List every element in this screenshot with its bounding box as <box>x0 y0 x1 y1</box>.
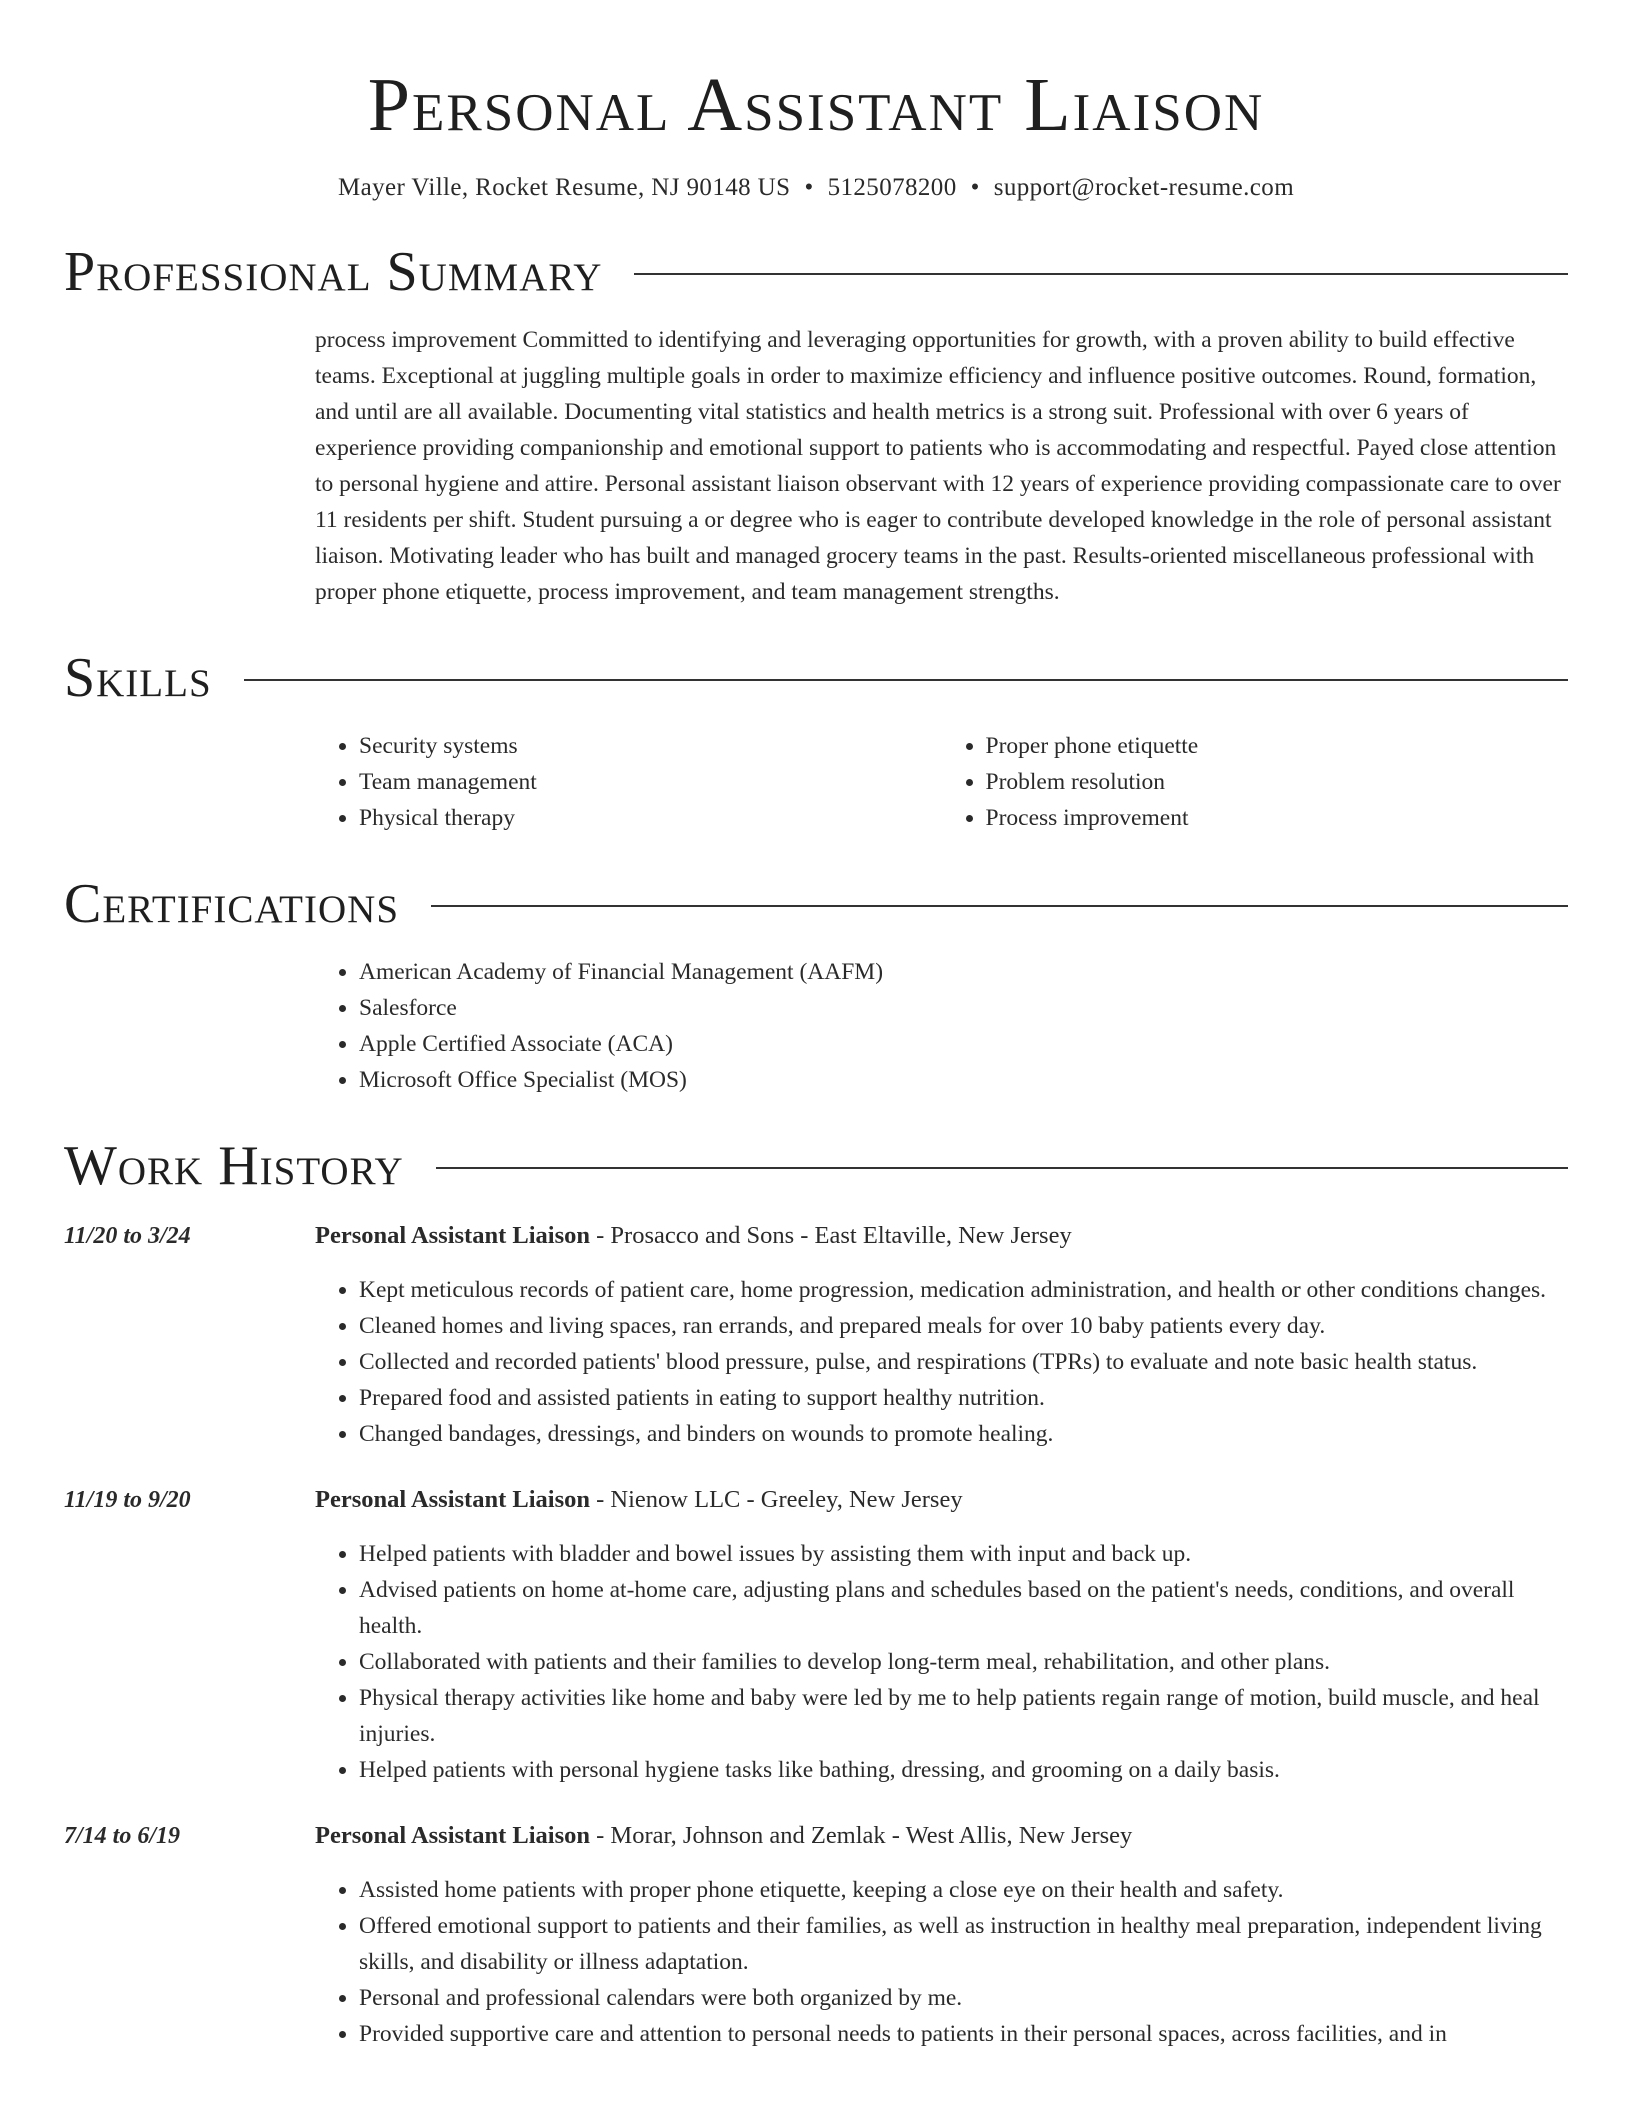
section-divider <box>634 273 1568 275</box>
skills-header <box>64 646 1568 710</box>
certification-item: • Salesforce <box>359 990 1568 1026</box>
job-bullet: • Offered emotional support to patients and their families, as well as instruction in healthy meal preparation, independent living skills, and disability or illness adaptation. <box>359 1908 1568 1980</box>
skill-item: • Process improvement <box>986 800 1569 836</box>
certifications-heading: Certifications <box>64 873 400 935</box>
job-bullet: • Physical therapy activities like home and baby were led by me to help patients regain range of motion, build muscle, and heal injuries. <box>359 1680 1568 1752</box>
section-divider <box>431 905 1568 907</box>
job-title: Personal Assistant Liaison <box>315 1222 590 1249</box>
job-heading <box>315 1482 1568 1518</box>
job-dates: 11/20 to 3/24 <box>64 1223 191 1249</box>
job-details <box>315 1482 1568 1788</box>
summary-header <box>64 240 1568 304</box>
skill-item: • Security systems <box>359 728 942 764</box>
certification-item: • Microsoft Office Specialist (MOS) <box>359 1062 1568 1098</box>
contact-phone: 5125078200 <box>827 174 957 201</box>
job-dates: 11/19 to 9/20 <box>64 1487 191 1513</box>
job-details <box>315 1218 1568 1452</box>
section-divider <box>436 1167 1568 1169</box>
skill-item: • Problem resolution <box>986 764 1569 800</box>
work-history-section <box>64 1134 1568 2052</box>
certifications-section <box>64 872 1568 1098</box>
job-company: - Morar, Johnson and Zemlak - West Allis, New Jersey <box>590 1822 1133 1849</box>
job-bullet: • Changed bandages, dressings, and binders on wounds to promote healing. <box>359 1416 1568 1452</box>
job-bullet: • Collaborated with patients and their families to develop long-term meal, rehabilitation, and other plans. <box>359 1644 1568 1680</box>
summary-heading: Professional Summary <box>64 241 603 303</box>
job-bullet: • Cleaned homes and living spaces, ran errands, and prepared meals for over 10 baby patients every day. <box>359 1308 1568 1344</box>
job-bullet: • Helped patients with personal hygiene tasks like bathing, dressing, and grooming on a daily basis. <box>359 1752 1568 1788</box>
job-bullet: • Advised patients on home at-home care, adjusting plans and schedules based on the patient's needs, conditions, and overall health. <box>359 1572 1568 1644</box>
job-bullet: • Collected and recorded patients' blood pressure, pulse, and respirations (TPRs) to evaluate and note basic health status. <box>359 1344 1568 1380</box>
skills-list-left <box>315 728 942 836</box>
job-entry <box>64 1818 1568 2052</box>
job-bullet: • Personal and professional calendars were both organized by me. <box>359 1980 1568 2016</box>
job-heading <box>315 1818 1568 1854</box>
summary-section <box>64 240 1568 610</box>
job-bullet: • Provided supportive care and attention to personal needs to patients in their personal spaces, across facilities, and in <box>359 2016 1568 2052</box>
job-dates: 7/14 to 6/19 <box>64 1823 181 1849</box>
job-bullet: • Prepared food and assisted patients in eating to support healthy nutrition. <box>359 1380 1568 1416</box>
resume-name: Personal Assistant Liaison <box>367 63 1265 147</box>
contact-line <box>64 172 1568 204</box>
job-bullet: • Kept meticulous records of patient care, home progression, medication administration, and health or other conditions changes. <box>359 1272 1568 1308</box>
contact-separator: • <box>970 174 980 201</box>
section-divider <box>244 679 1568 681</box>
job-title: Personal Assistant Liaison <box>315 1822 590 1849</box>
work-history-heading: Work History <box>64 1135 404 1197</box>
skills-heading: Skills <box>64 647 212 709</box>
job-bullets <box>315 1872 1568 2052</box>
job-details <box>315 1818 1568 2052</box>
skills-section <box>64 646 1568 836</box>
contact-email: support@rocket-resume.com <box>993 174 1295 201</box>
job-bullets <box>315 1272 1568 1452</box>
job-entry <box>64 1482 1568 1788</box>
certifications-list <box>315 954 1568 1098</box>
skill-item: • Physical therapy <box>359 800 942 836</box>
skills-body <box>315 728 1568 836</box>
certifications-header <box>64 872 1568 936</box>
work-history-header <box>64 1134 1568 1198</box>
job-title: Personal Assistant Liaison <box>315 1486 590 1513</box>
skill-item: • Proper phone etiquette <box>986 728 1569 764</box>
job-heading <box>315 1218 1568 1254</box>
job-entry <box>64 1218 1568 1452</box>
skills-list-right <box>942 728 1569 836</box>
skill-item: • Team management <box>359 764 942 800</box>
certification-item: • Apple Certified Associate (ACA) <box>359 1026 1568 1062</box>
certifications-body <box>315 954 1568 1098</box>
certification-item: • American Academy of Financial Management (AAFM) <box>359 954 1568 990</box>
job-bullets <box>315 1536 1568 1788</box>
job-bullet: • Assisted home patients with proper phone etiquette, keeping a close eye on their health and safety. <box>359 1872 1568 1908</box>
contact-address: Mayer Ville, Rocket Resume, NJ 90148 US <box>337 174 791 201</box>
summary-text: process improvement Committed to identifying and leveraging opportunities for growth, with a proven ability to build effective teams. Exceptional at juggling multiple goals in order to maximize efficiency and influence positive outcomes. Round, formation, and until are all available. Documenting vital statistics and health metrics is a strong suit. Professional with over 6 years of experience providing companionship and emotional support to patients who is accommodating and respectful. Payed close attention to personal hygiene and attire. Personal assistant liaison observant with 12 years of experience providing compassionate care to over 11 residents per shift. Student pursuing a or degree who is eager to contribute developed knowledge in the role of personal assistant liaison. Motivating leader who has built and managed grocery teams in the past. Results-oriented miscellaneous professional with proper phone etiquette, process improvement, and team management strengths. <box>315 327 1561 605</box>
contact-separator: • <box>804 174 814 201</box>
job-company: - Nienow LLC - Greeley, New Jersey <box>590 1486 963 1513</box>
job-company: - Prosacco and Sons - East Eltaville, New Jersey <box>590 1222 1072 1249</box>
summary-body <box>315 322 1568 610</box>
job-bullet: • Helped patients with bladder and bowel issues by assisting them with input and back up. <box>359 1536 1568 1572</box>
